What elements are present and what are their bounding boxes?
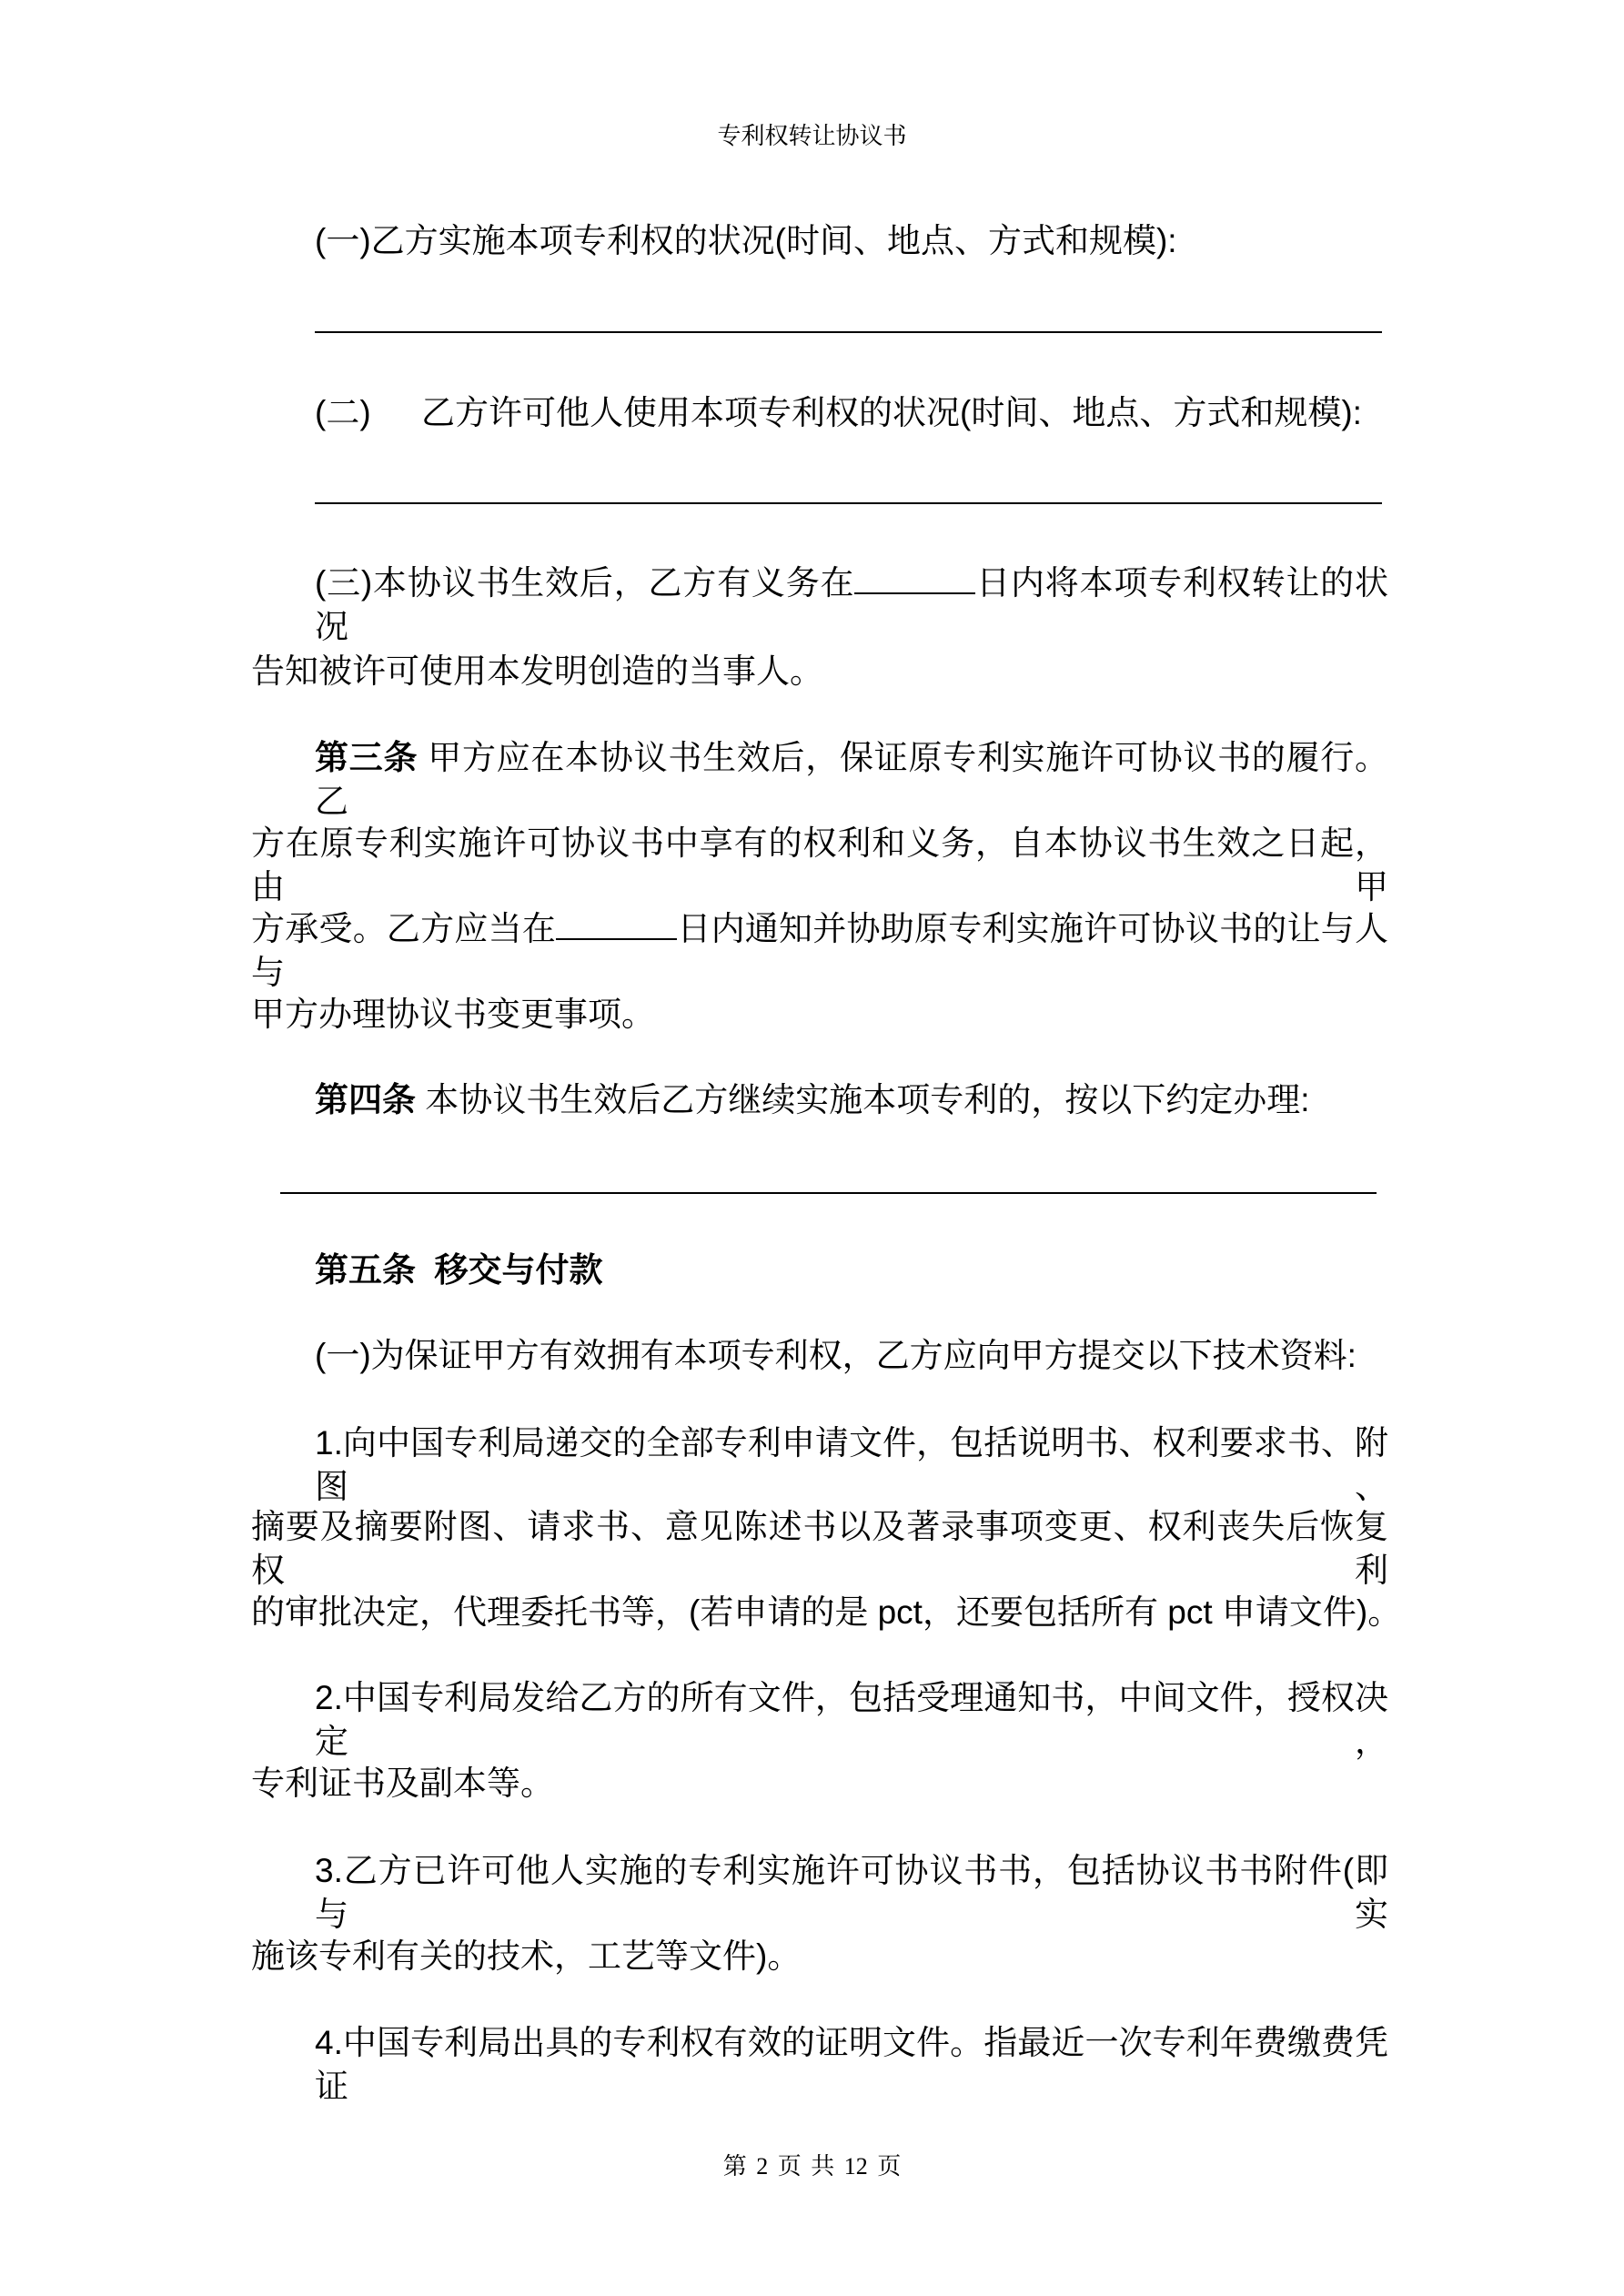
- text: 方承受。乙方应当在: [251, 910, 557, 947]
- clause-2-3-cont: 告知被许可使用本发明创造的当事人。: [251, 652, 823, 690]
- text: 日内将本项专利权转让的状况: [315, 564, 1388, 645]
- text: 甲方应在本协议书生效后，保证原专利实施许可协议书的履行。乙: [315, 739, 1389, 820]
- article-4: [315, 1078, 1310, 1122]
- article-3-line1: [315, 736, 1388, 824]
- article-3-title: 第三条: [315, 739, 419, 776]
- days-blank: [854, 561, 975, 594]
- item-2-line1: 2.中国专利局发给乙方的所有文件，包括受理通知书，中间文件，授权决定，: [315, 1679, 1388, 1760]
- item-3-line2: 施该专利有关的技术，工艺等文件)。: [251, 1937, 802, 1975]
- text: 日内通知并协助原专利实施许可协议书的让与人与: [251, 910, 1389, 991]
- fill-in-line: [280, 1192, 1377, 1194]
- article-3-line2: 方在原专利实施许可协议书中享有的权利和义务，自本协议书生效之日起，由甲: [251, 824, 1388, 905]
- fill-in-line: [315, 331, 1382, 333]
- item-1-line1: 1.向中国专利局递交的全部专利申请文件，包括说明书、权利要求书、附图、: [315, 1424, 1388, 1505]
- item-1-line3: 的审批决定，代理委托书等，(若申请的是 pct，还要包括所有 pct 申请文件)。: [251, 1593, 1402, 1631]
- item-3-line1: 3.乙方已许可他人实施的专利实施许可协议书书，包括协议书书附件(即与实: [315, 1852, 1388, 1933]
- article-5-clause-1: (一)为保证甲方有效拥有本项专利权，乙方应向甲方提交以下技术资料:: [315, 1337, 1357, 1374]
- page-number: 第 2 页 共 12 页: [722, 2153, 902, 2180]
- article-3-line3: [251, 907, 1388, 995]
- text: 本协议书生效后乙方继续实施本项专利的，按以下约定办理:: [416, 1081, 1310, 1118]
- running-header: 专利权转让协议书: [717, 123, 907, 149]
- item-1-line2: 摘要及摘要附图、请求书、意见陈述书以及著录事项变更、权利丧失后恢复权利: [251, 1508, 1388, 1589]
- clause-2-3: [315, 561, 1388, 649]
- clause-2-2: 乙方许可他人使用本项专利权的状况(时间、地点、方式和规模):: [421, 394, 1362, 431]
- text: (三)本协议书生效后，乙方有义务在: [315, 564, 855, 602]
- item-4-line1: 4.中国专利局出具的专利权有效的证明文件。指最近一次专利年费缴费凭证: [315, 2024, 1388, 2105]
- clause-2-2-number: (二): [315, 394, 371, 431]
- clause-2-1: (一)乙方实施本项专利权的状况(时间、地点、方式和规模):: [315, 222, 1177, 259]
- article-4-title: 第四条: [315, 1081, 416, 1118]
- article-3-line4: 甲方办理协议书变更事项。: [251, 996, 655, 1033]
- article-5-title: 第五条 移交与付款: [315, 1251, 603, 1289]
- item-2-line2: 专利证书及副本等。: [251, 1765, 554, 1802]
- fill-in-line: [315, 502, 1382, 504]
- days-blank: [556, 907, 677, 940]
